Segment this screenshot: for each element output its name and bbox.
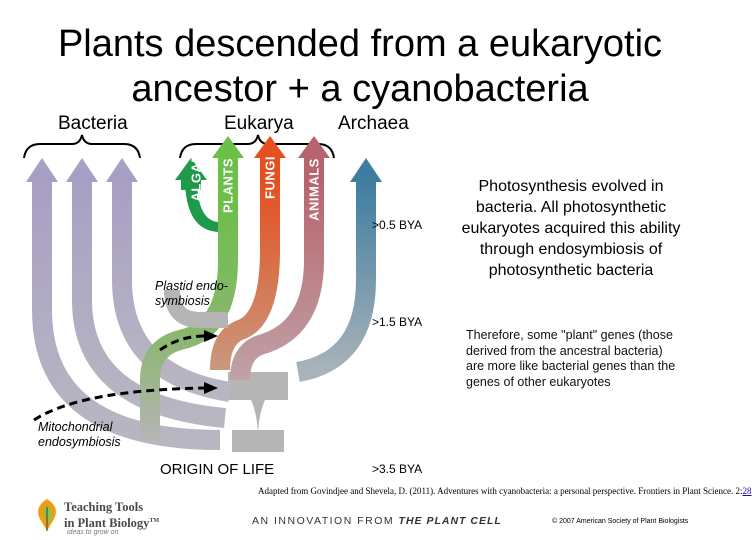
page-title: Plants descended from a eukaryotic ancestor + a cyanobacteria (57, 23, 663, 110)
logo-line-1: Teaching Tools (64, 500, 144, 514)
citation-text: Adapted from Govindjee and Shevela, D. (2011). Adventures with cyanobacteria: a personal perspective. Frontiers in Plant Science. 2: (258, 486, 743, 496)
copyright: © 2007 American Society of Plant Biologists (552, 518, 689, 525)
teaching-tools-logo (64, 500, 159, 530)
fungi-label: FUNGI (262, 156, 278, 199)
bacteria-bracket (24, 135, 140, 158)
therefore-note: Therefore, some "plant" genes (those derived from the ancestral bacteria) are more like bacterial genes than the genes of other eukaryotes (466, 328, 676, 389)
innovation-prefix: AN INNOVATION FROM (252, 515, 399, 527)
bacteria-arrow-2 (66, 158, 98, 182)
logo-tagline: ideas to grow on (67, 529, 119, 536)
time-label-0-5: >0.5 BYA (372, 218, 423, 232)
citation (258, 486, 752, 496)
bacteria-arrow-3 (106, 158, 138, 182)
logo-trademark: TM (149, 518, 160, 524)
mitochondrial-endosymbiosis-label: Mitochondrial endosymbiosis (38, 420, 121, 449)
time-label-3-5: >3.5 BYA (372, 462, 423, 476)
innovation-banner (252, 515, 502, 527)
citation-link[interactable]: 28 (742, 486, 752, 496)
archaea-label: Archaea (338, 113, 409, 134)
origin-of-life-label: ORIGIN OF LIFE (160, 461, 275, 478)
plants-label: PLANTS (220, 158, 236, 213)
bacteria-arrow-1 (26, 158, 58, 182)
eukarya-label: Eukarya (224, 113, 294, 134)
innovation-brand: THE PLANT CELL (398, 515, 502, 527)
leaf-logo-icon (32, 497, 62, 533)
bacteria-label: Bacteria (58, 113, 128, 134)
plants-arrow (212, 136, 244, 158)
algae-label: ALGAE (188, 153, 204, 202)
archaea-arrow (350, 158, 382, 182)
photosynthesis-note: Photosynthesis evolved in bacteria. All photosynthetic eukaryotes acquired this ability through endosymbiosis of photosynthetic bacteria (461, 178, 681, 279)
animals-label: ANIMALS (306, 158, 322, 221)
logo-line-2: in Plant Biology (64, 516, 150, 531)
plastid-endosymbiosis-label: Plastid endo-symbiosis (155, 279, 228, 308)
time-label-1-5: >1.5 BYA (372, 315, 423, 329)
